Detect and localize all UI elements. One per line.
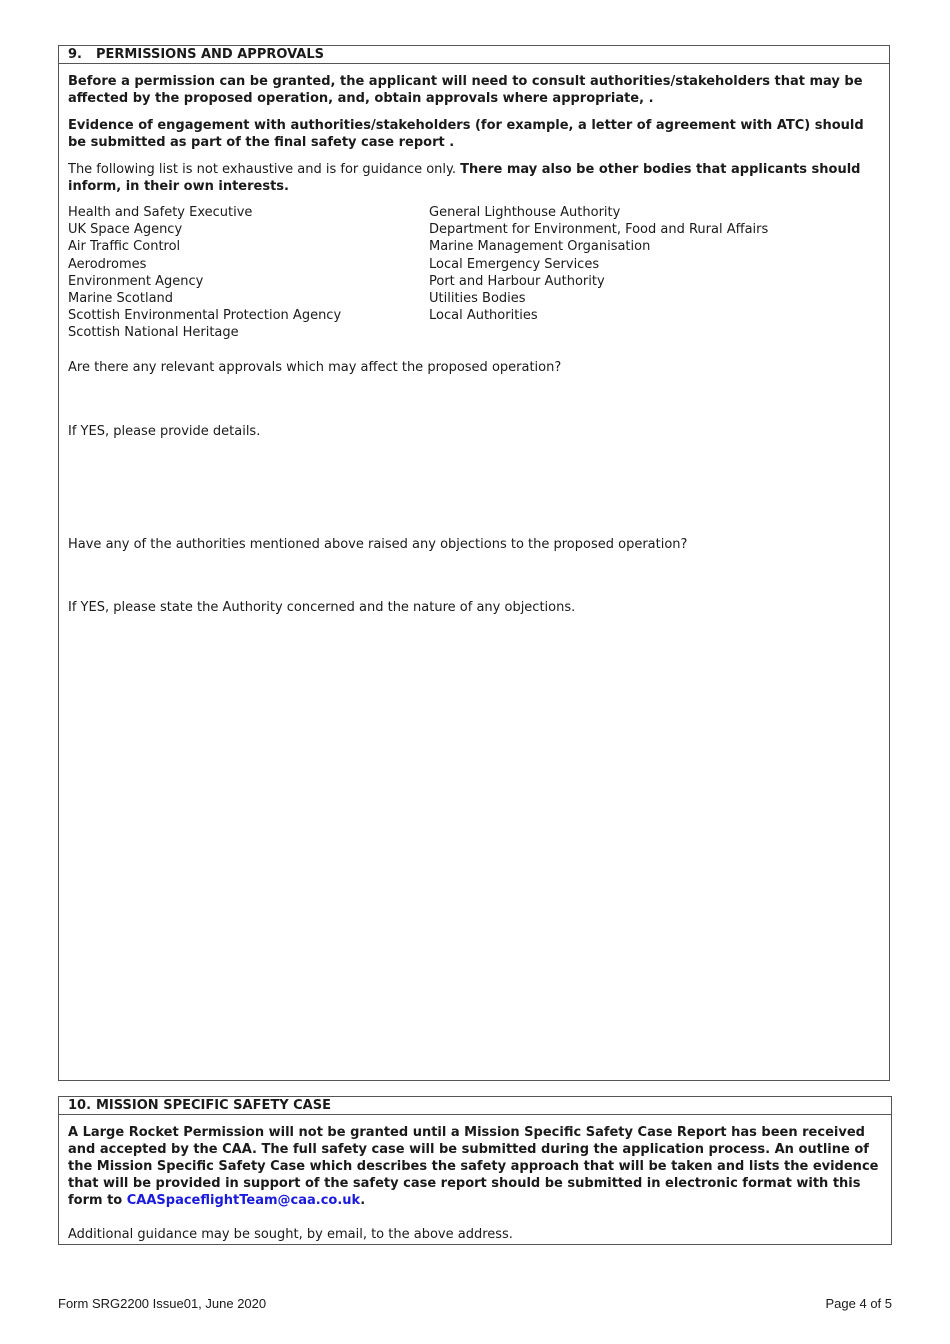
safety-case-paragraph: A Large Rocket Permission will not be granted until a Mission Specific Safety Case Report has been received and accepted by the CAA. The full safety case will be submitted during the application process. An outline of the Mission Specific Safety Case which describes the safety approach that will be taken and lists the evidence that will be provided in support of the safety case report should be submitted in electronic format with this form to (68, 1125, 879, 1208)
section-mission-safety-case (58, 1096, 892, 1245)
guidance-note (68, 161, 881, 195)
list-item: Aerodromes (68, 256, 147, 272)
section-10-title: MISSION SPECIFIC SAFETY CASE (96, 1098, 331, 1113)
evidence-requirement-text: Evidence of engagement with authorities/stakeholders (for example, a letter of agreement with ATC) should be submitted as part of the final safety case report . (68, 118, 864, 150)
guidance-note-bold: There may also be other bodies that applicants should inform, in their own interests. (68, 162, 861, 194)
list-item: Port and Harbour Authority (429, 273, 605, 289)
objections-question: Have any of the authorities mentioned above raised any objections to the proposed operation? (68, 537, 688, 552)
list-item: Marine Scotland (68, 291, 174, 307)
form-identifier: Form SRG2200 Issue01, June 2020 (58, 1296, 267, 1311)
list-item: Environment Agency (68, 273, 204, 289)
list-item: Scottish National Heritage (68, 325, 239, 341)
email-suffix: . (360, 1193, 366, 1208)
page-number: Page 4 of 5 (825, 1296, 892, 1311)
list-item: Health and Safety Executive (68, 205, 253, 220)
authorities-list-left (68, 204, 341, 342)
list-item: Marine Management Organisation (429, 239, 651, 255)
safety-case-requirement-text (68, 1124, 883, 1209)
section-10-header (59, 1097, 891, 1115)
consultation-requirement-text: Before a permission can be granted, the applicant will need to consult authorities/stakeholders that may be affected by the proposed operation, and, obtain approvals where appropriate, . (68, 74, 863, 106)
list-item: Department for Environment, Food and Rural Affairs (429, 222, 769, 238)
list-item: Scottish Environmental Protection Agency (68, 308, 342, 324)
approvals-question: Are there any relevant approvals which may affect the proposed operation? (68, 360, 562, 375)
section-9-title: PERMISSIONS AND APPROVALS (96, 47, 324, 62)
guidance-note-normal: The following list is not exhaustive and is for guidance only. (68, 162, 461, 177)
list-item: Utilities Bodies (429, 291, 526, 307)
section-10-number: 10. (68, 1098, 92, 1113)
section-9-header (59, 46, 889, 64)
section-permissions-approvals (58, 45, 890, 1081)
list-item: Local Emergency Services (429, 256, 600, 272)
list-item: UK Space Agency (68, 222, 183, 238)
contact-email-link[interactable]: CAASpaceflightTeam@caa.co.uk (126, 1193, 361, 1208)
section-9-number: 9. (68, 47, 82, 62)
list-item: Air Traffic Control (68, 239, 181, 255)
authorities-list-right (429, 204, 768, 324)
list-item: Local Authorities (429, 308, 538, 324)
list-item: General Lighthouse Authority (429, 205, 621, 220)
additional-guidance-text: Additional guidance may be sought, by email, to the above address. (68, 1227, 513, 1242)
approvals-details-prompt: If YES, please provide details. (68, 424, 261, 439)
objections-details-prompt: If YES, please state the Authority concerned and the nature of any objections. (68, 600, 576, 615)
